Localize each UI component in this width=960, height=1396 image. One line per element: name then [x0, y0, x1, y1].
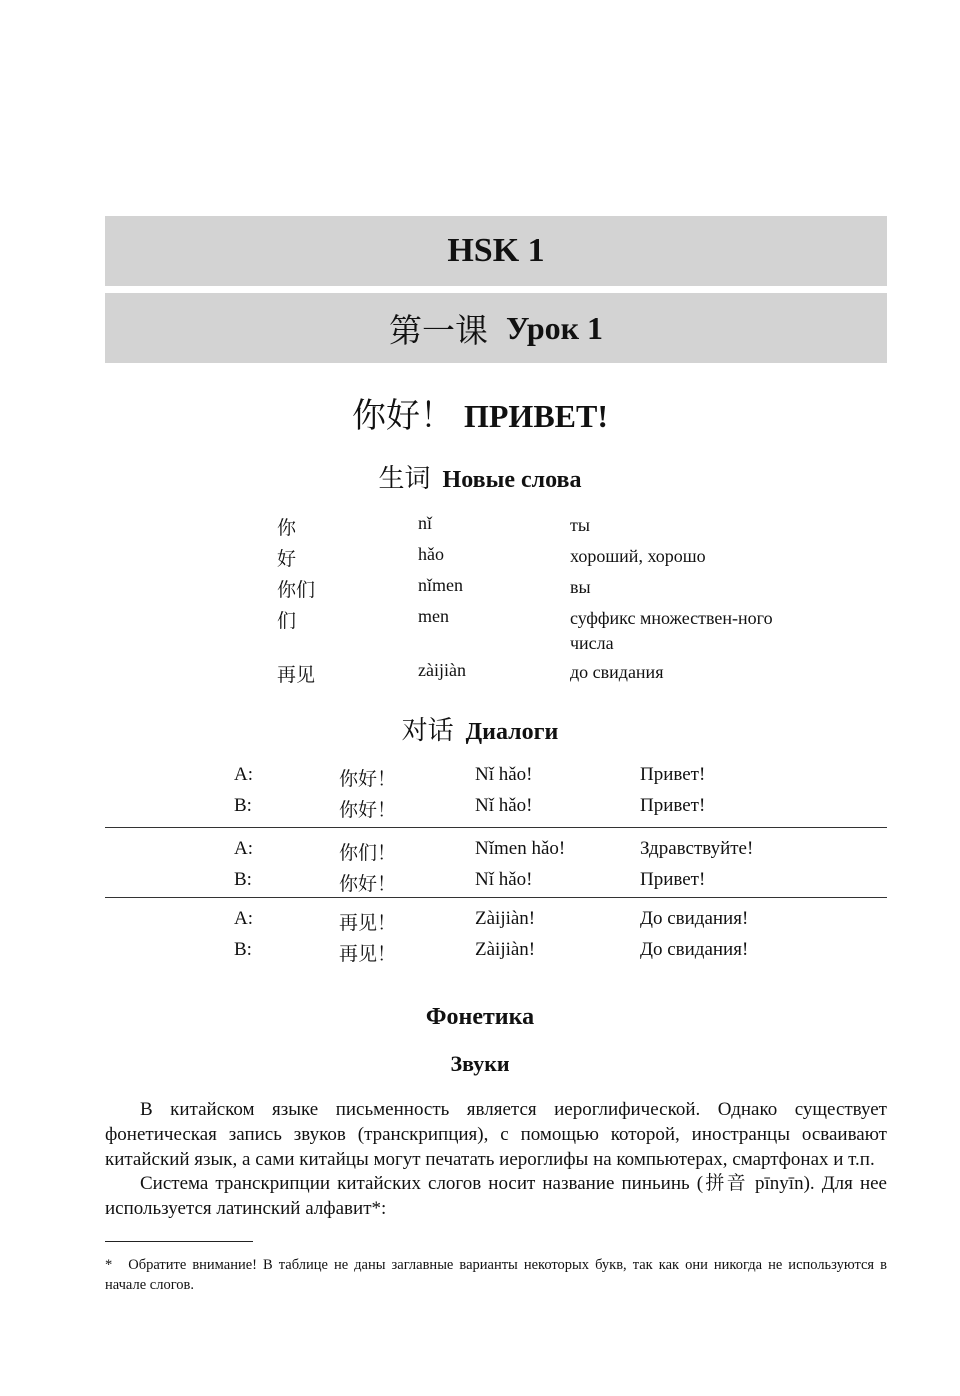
dialog-ru: До свидания!: [640, 908, 749, 929]
dialog-heading-cn: 对话: [401, 716, 454, 745]
footnote-mark: *: [105, 1257, 113, 1273]
lesson-title-ru: Урок 1: [505, 309, 604, 346]
vocab-hanzi: 好: [277, 549, 297, 570]
body-paragraph: В китайском языке письменность является иероглифической. Однако существует фонетическая запись звуков (транскрипция), с помощью которой, иностранцы осваивают китайский язык, а сами китайцы могут печатать иероглифы на компьютерах, смартфонах и т.п.: [105, 1099, 887, 1170]
dialog-ru: Привет!: [640, 795, 706, 816]
topic-cn: 你好！: [351, 398, 454, 435]
vocab-meaning: до свидания: [570, 662, 664, 682]
dialog-group: [105, 762, 887, 827]
vocab-meaning: вы: [570, 577, 591, 597]
dialog-ru: До свидания!: [640, 939, 749, 960]
dialog-cn: 你好！: [339, 769, 397, 790]
vocab-meaning: суффикс множествен-ного числа: [570, 608, 773, 653]
dialog-ru: Здравствуйте!: [640, 838, 754, 859]
dialog-list: [105, 762, 887, 967]
vocab-pinyin: men: [418, 606, 449, 626]
dialog-group: [105, 827, 887, 897]
dialog-speaker: B:: [234, 939, 252, 960]
dialog-pinyin: Nǐ hǎo!: [475, 795, 533, 816]
vocab-heading: [0, 458, 960, 495]
vocab-meaning: ты: [570, 515, 590, 535]
dialog-heading-ru: Диалоги: [465, 719, 559, 745]
level-banner: [105, 216, 887, 286]
vocab-heading-cn: 生词: [378, 464, 431, 493]
dialog-cn: 你好！: [339, 800, 397, 821]
dialog-line: [105, 793, 887, 824]
dialog-line: [105, 906, 887, 937]
dialog-line: [105, 867, 887, 898]
dialog-line: [105, 937, 887, 968]
vocab-pinyin: nǐmen: [418, 575, 463, 595]
vocab-meaning: хороший, хорошо: [570, 546, 706, 566]
vocab-hanzi: 们: [277, 611, 297, 632]
dialog-pinyin: Nǐ hǎo!: [475, 869, 533, 890]
dialog-cn: 你好！: [339, 874, 397, 895]
vocab-hanzi: 你们: [277, 580, 316, 601]
body-paragraph: Система транскрипции китайских слогов носит название пиньинь (拼音 pīnyīn). Для нее используется латинский алфавит*:: [105, 1173, 887, 1219]
footnote-text: Обратите внимание! В таблице не даны заглавные варианты некоторых букв, так как они никогда не используются в начале слогов.: [105, 1257, 887, 1293]
lesson-title-cn: 第一课: [388, 313, 488, 350]
dialog-ru: Привет!: [640, 869, 706, 890]
dialog-pinyin: Nǐmen hǎo!: [475, 838, 566, 859]
dialog-cn: 再见！: [339, 913, 397, 934]
dialog-pinyin: Zàijiàn!: [475, 939, 536, 960]
vocab-row: [0, 513, 960, 544]
dialog-line: [105, 836, 887, 867]
dialog-pinyin: Nǐ hǎo!: [475, 764, 533, 785]
sounds-heading: Звуки: [450, 1051, 510, 1076]
lesson-banner: [105, 293, 887, 363]
dialog-group: [105, 897, 887, 967]
dialog-speaker: A:: [234, 838, 253, 859]
vocab-hanzi: 再见: [277, 665, 316, 686]
dialog-line: [105, 762, 887, 793]
vocab-pinyin: hǎo: [418, 544, 444, 564]
footnote-divider: [105, 1241, 253, 1242]
vocab-hanzi: 你: [277, 518, 297, 539]
vocab-pinyin: nǐ: [418, 513, 433, 533]
dialog-ru: Привет!: [640, 764, 706, 785]
vocab-row: [0, 575, 960, 606]
topic-ru: ПРИВЕТ!: [463, 398, 608, 434]
lesson-topic: [0, 388, 960, 437]
vocab-list: [0, 513, 960, 691]
phonetics-heading: Фонетика: [425, 1004, 535, 1030]
vocab-pinyin: zàijiàn: [418, 660, 466, 680]
dialog-speaker: A:: [234, 764, 253, 785]
dialog-speaker: B:: [234, 869, 252, 890]
level-title: HSK 1: [447, 232, 545, 269]
footnote: [105, 1255, 887, 1295]
vocab-row: [0, 606, 960, 660]
dialog-pinyin: Zàijiàn!: [475, 908, 536, 929]
vocab-row: [0, 544, 960, 575]
vocab-row: [0, 660, 960, 691]
dialog-cn: 你们！: [339, 843, 397, 864]
dialog-speaker: A:: [234, 908, 253, 929]
dialog-heading: [0, 710, 960, 747]
vocab-heading-ru: Новые слова: [442, 467, 582, 493]
dialog-speaker: B:: [234, 795, 252, 816]
dialog-cn: 再见！: [339, 944, 397, 965]
